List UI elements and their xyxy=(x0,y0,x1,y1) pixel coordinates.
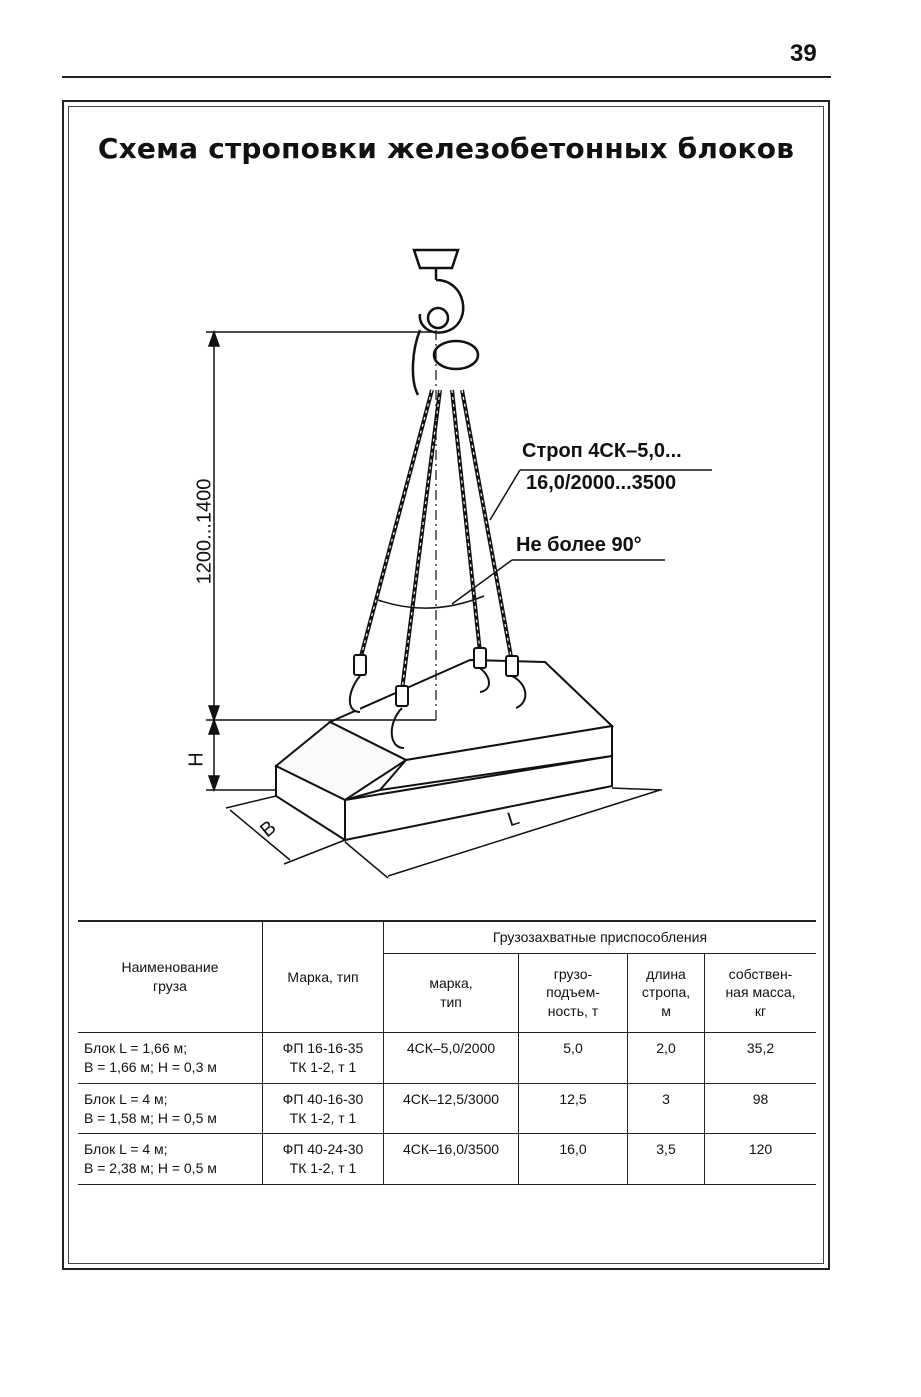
row-capacity: 16,0 xyxy=(519,1134,628,1185)
header-devices-group: Грузозахватные приспособления xyxy=(384,921,817,953)
sling-label-line1: Строп 4СК–5,0... xyxy=(522,440,682,462)
dimension-B-label: B xyxy=(256,816,281,842)
row-device: 4СК–5,0/2000 xyxy=(384,1032,519,1083)
row-mark: ФП 16-16-35 ТК 1-2, т 1 xyxy=(263,1032,384,1083)
row-capacity: 12,5 xyxy=(519,1083,628,1134)
table-row xyxy=(78,1032,816,1083)
angle-label: Не более 90° xyxy=(516,534,642,556)
row-length: 3,5 xyxy=(628,1134,705,1185)
row-load-name: Блок L = 1,66 м; B = 1,66 м; H = 0,3 м xyxy=(78,1032,263,1083)
header-capacity: грузо- подъем- ность, т xyxy=(519,953,628,1032)
header-sling-length: длина стропа, м xyxy=(628,953,705,1032)
row-mark: ФП 40-16-30 ТК 1-2, т 1 xyxy=(263,1083,384,1134)
page-title: Схема строповки железобетонных блоков xyxy=(97,132,795,165)
row-device: 4СК–16,0/3500 xyxy=(384,1134,519,1185)
row-mark: ФП 40-24-30 ТК 1-2, т 1 xyxy=(263,1134,384,1185)
header-load-name: Наименование груза xyxy=(78,921,263,1032)
header-device-mark: марка, тип xyxy=(384,953,519,1032)
page-number: 39 xyxy=(790,40,817,67)
dimension-L-label: L xyxy=(504,806,523,832)
row-capacity: 5,0 xyxy=(519,1032,628,1083)
row-load-name: Блок L = 4 м; B = 2,38 м; H = 0,5 м xyxy=(78,1134,263,1185)
loads-table xyxy=(78,920,816,1185)
dimension-H-label: H xyxy=(185,752,208,767)
sling-label-line2: 16,0/2000...3500 xyxy=(526,472,677,494)
table-row xyxy=(78,1083,816,1134)
concrete-block xyxy=(276,660,612,840)
table-row xyxy=(78,1134,816,1185)
crane-hook xyxy=(413,250,478,395)
height-dimension-label: 1200...1400 xyxy=(193,478,216,585)
row-load-name: Блок L = 4 м; B = 1,58 м; H = 0,5 м xyxy=(78,1083,263,1134)
row-length: 2,0 xyxy=(628,1032,705,1083)
angle-arc xyxy=(378,596,484,608)
row-mass: 98 xyxy=(705,1083,817,1134)
header-mark-type: Марка, тип xyxy=(263,921,384,1032)
row-length: 3 xyxy=(628,1083,705,1134)
row-mass: 120 xyxy=(705,1134,817,1185)
row-mass: 35,2 xyxy=(705,1032,817,1083)
header-own-mass: собствен- ная масса, кг xyxy=(705,953,817,1032)
row-device: 4СК–12,5/3000 xyxy=(384,1083,519,1134)
